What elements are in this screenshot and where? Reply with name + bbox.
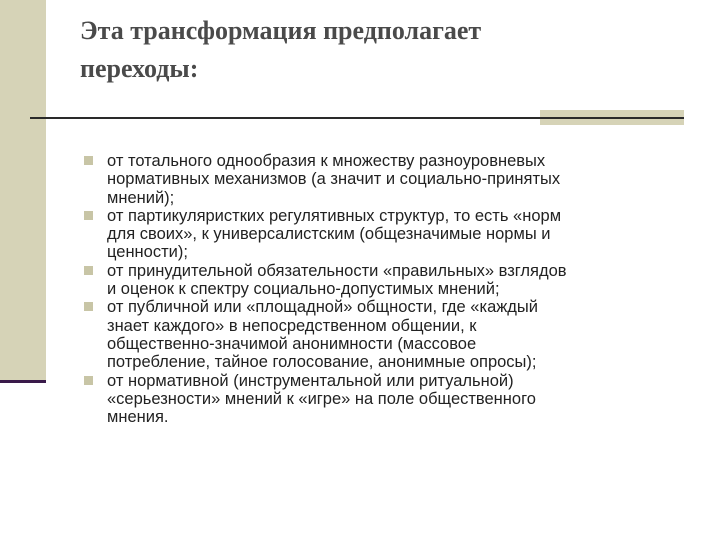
square-bullet-icon: [84, 156, 93, 165]
list-item: [82, 207, 682, 262]
list-item: [82, 152, 682, 207]
bullet-text: от публичной или «площадной» общности, где «каждый знает каждого» в непосредственном общении, к общественно-значимой анонимности (массовое потребление, тайное голосование, анонимные опросы);: [107, 298, 538, 372]
list-item: [82, 262, 682, 299]
square-bullet-icon: [84, 302, 93, 311]
left-accent-line: [0, 380, 46, 383]
list-item: [82, 372, 682, 427]
bullet-text: от партикуляристких регулятивных структур, то есть «норм для своих», к универсалистским (общезначимые нормы и ценности);: [107, 206, 562, 262]
slide-title: [80, 12, 700, 88]
bullet-text: от нормативной (инструментальной или ритуальной) «серьезности» мнений к «игре» на поле общественного мнения.: [107, 371, 536, 427]
square-bullet-icon: [84, 376, 93, 385]
left-accent-band: [0, 0, 46, 382]
divider-accent-line: [540, 117, 684, 119]
list-item: [82, 298, 682, 371]
bullet-text: от принудительной обязательности «правильных» взглядов и оценок к спектру социально-допустимых мнений;: [107, 261, 567, 299]
bullet-list: [82, 152, 682, 426]
title-line-2: переходы:: [80, 54, 199, 83]
bullet-text: от тотального однообразия к множеству разноуровневых нормативных механизмов (а значит и социально-принятых мнений);: [107, 152, 561, 207]
square-bullet-icon: [84, 211, 93, 220]
title-line-1: Эта трансформация предполагает: [80, 16, 482, 45]
square-bullet-icon: [84, 266, 93, 275]
